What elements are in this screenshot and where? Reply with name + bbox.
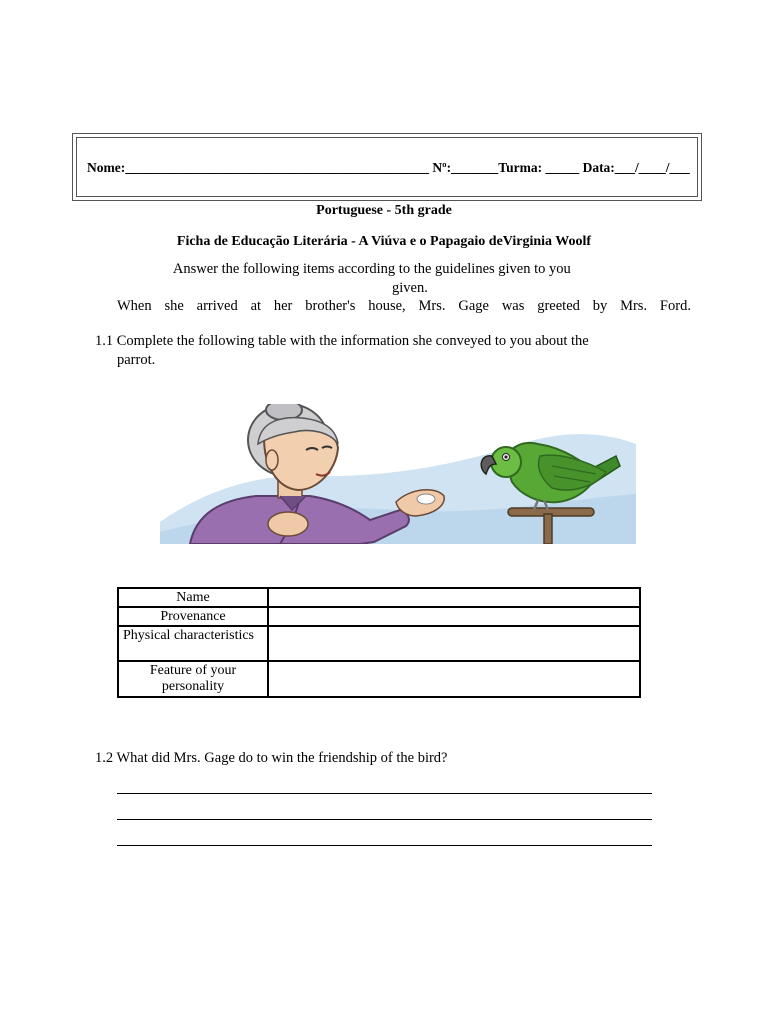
intro-word: greeted xyxy=(537,298,580,314)
row-label-provenance: Provenance xyxy=(118,607,268,626)
instruction-text: Answer the following items according to the guidelines given to you xyxy=(158,261,556,277)
answer-cell-physical-characteristics[interactable] xyxy=(268,626,640,661)
intro-word: by xyxy=(592,298,608,314)
instruction-line-1 xyxy=(158,261,571,278)
answer-cell-name[interactable] xyxy=(268,588,640,607)
question-1-1-line-1: 1.1 Complete the following table with the information she conveyed to you about the xyxy=(95,333,589,349)
intro-word: Mrs. xyxy=(418,298,446,314)
table-row xyxy=(118,607,640,626)
answer-line-3[interactable] xyxy=(117,845,652,846)
answer-line-2[interactable] xyxy=(117,819,652,820)
student-info-line[interactable]: Nome:_____________________________________________ Nº:_______Turma: _____ Data:___/____/___ xyxy=(87,160,690,175)
intro-word: at xyxy=(250,298,262,314)
parrot-info-table xyxy=(117,587,641,698)
row-label-personality-line-1: Feature of your xyxy=(149,663,237,678)
row-label-personality xyxy=(118,661,268,697)
student-info-box xyxy=(72,133,702,201)
worksheet-title: Ficha de Educação Literária - A Viúva e o Papagaio deVirginia Woolf xyxy=(176,234,592,249)
answer-cell-personality[interactable] xyxy=(268,661,640,697)
bullet-icon xyxy=(158,261,169,277)
question-1-1-line-2: parrot. xyxy=(117,352,156,368)
intro-word: arrived xyxy=(196,298,238,314)
table-row xyxy=(118,626,640,661)
intro-sentence xyxy=(117,298,691,315)
intro-word: her xyxy=(273,298,293,314)
row-label-personality-line-2: personality xyxy=(161,679,225,694)
question-1-2: 1.2 What did Mrs. Gage do to win the friendship of the bird? xyxy=(95,750,448,766)
intro-word: Mrs. xyxy=(620,298,648,314)
answer-cell-provenance[interactable] xyxy=(268,607,640,626)
student-info-inner-border xyxy=(76,137,698,197)
intro-word: she xyxy=(164,298,184,314)
widow-and-parrot-illustration xyxy=(160,404,636,544)
instruction-line-2: given. xyxy=(392,280,428,296)
intro-word: Gage xyxy=(458,298,489,314)
table-row xyxy=(118,661,640,697)
row-label-name: Name xyxy=(118,588,268,607)
intro-word: Ford. xyxy=(659,298,691,314)
intro-word: was xyxy=(501,298,525,314)
intro-word: house, xyxy=(368,298,406,314)
row-label-physical-characteristics: Physical characteristics xyxy=(118,626,268,661)
intro-word: brother's xyxy=(305,298,356,314)
answer-line-1[interactable] xyxy=(117,793,652,794)
table-row xyxy=(118,588,640,607)
subject-heading: Portuguese - 5th grade xyxy=(316,203,452,218)
intro-word: When xyxy=(117,298,152,314)
